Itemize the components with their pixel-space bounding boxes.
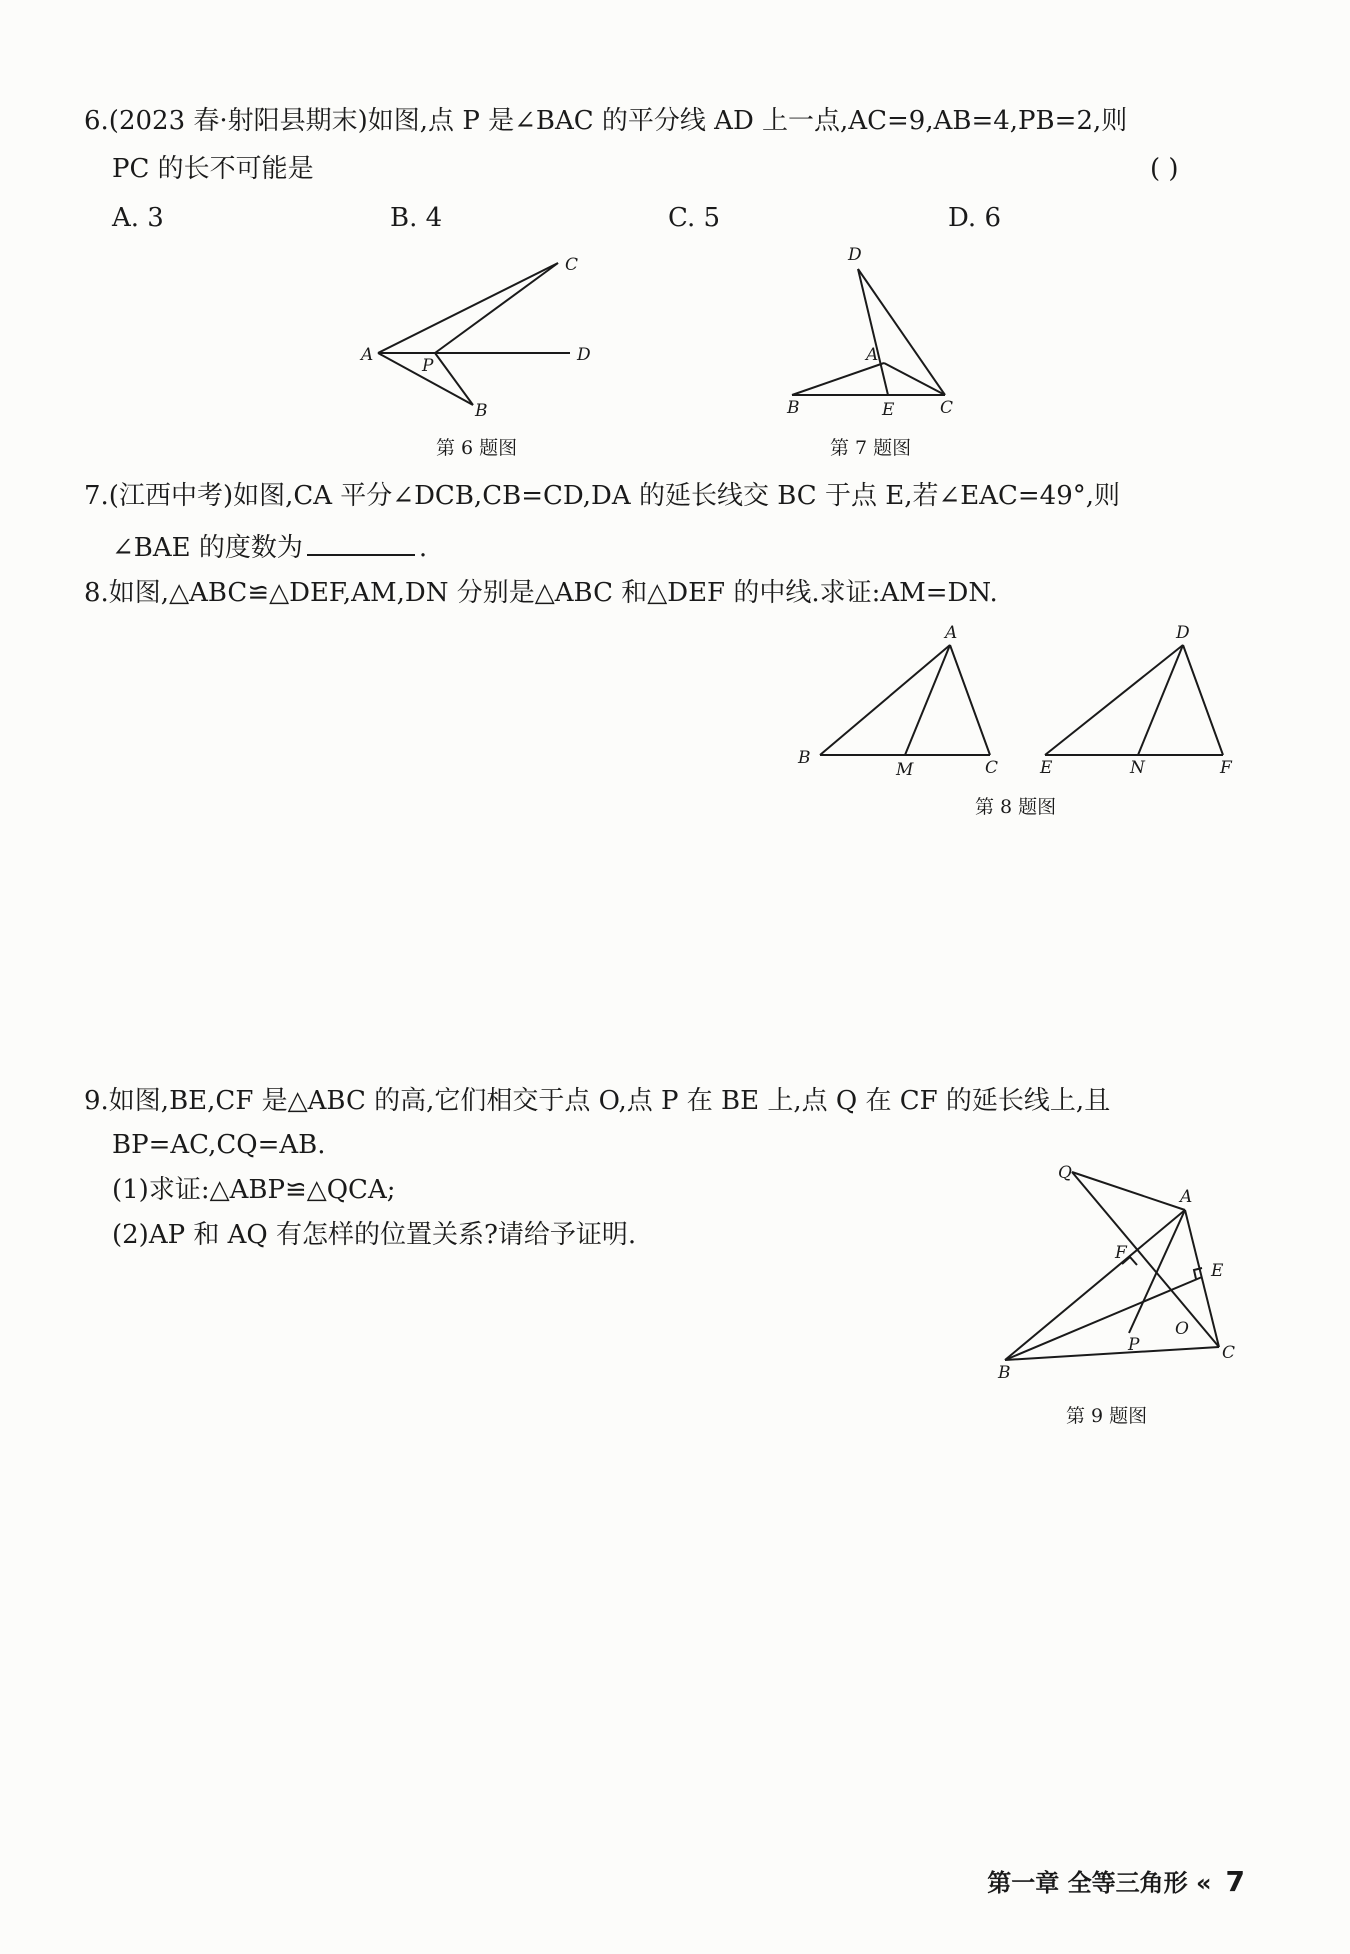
q7-label-b: B — [787, 398, 800, 418]
q7-label-a: A — [866, 345, 879, 365]
q8-label-m: M — [896, 760, 914, 780]
q7-stem-line1: 7.(江西中考)如图,CA 平分∠DCB,CB=CD,DA 的延长线交 BC 于点 E,若∠EAC=49°,则 — [84, 481, 1121, 511]
q7-caption: 第 7 题图 — [830, 437, 912, 459]
q6-choice-c: C. 5 — [668, 203, 721, 233]
q9-label-f: F — [1115, 1243, 1127, 1263]
q9-part2: (2)AP 和 AQ 有怎样的位置关系?请给予证明. — [112, 1220, 637, 1250]
q9-label-o: O — [1175, 1319, 1189, 1339]
q6-figure — [355, 250, 615, 425]
q6-stem-line1: 6.(2023 春·射阳县期末)如图,点 P 是∠BAC 的平分线 AD 上一点,AC=9,AB=4,PB=2,则 — [84, 106, 1128, 136]
q7-label-e: E — [882, 400, 895, 420]
q8-label-b: B — [798, 748, 811, 768]
q9-label-b: B — [998, 1363, 1011, 1383]
q8-caption: 第 8 题图 — [975, 796, 1057, 818]
page-number: 7 — [1225, 1865, 1245, 1898]
q9-label-q: Q — [1058, 1163, 1072, 1183]
q9-label-c: C — [1222, 1343, 1236, 1363]
q9-stem-line2: BP=AC,CQ=AB. — [112, 1130, 326, 1160]
q6-choice-b: B. 4 — [390, 203, 443, 233]
q6-choice-a: A. 3 — [112, 203, 164, 233]
q6-label-b: B — [475, 401, 488, 421]
q8-label-f: F — [1220, 758, 1232, 778]
q9-stem-line1: 9.如图,BE,CF 是△ABC 的高,它们相交于点 O,点 P 在 BE 上,点 Q 在 CF 的延长线上,且 — [84, 1086, 1111, 1116]
q8-label-c: C — [985, 758, 999, 778]
q6-label-d: D — [577, 345, 591, 365]
q8-label-e: E — [1040, 758, 1053, 778]
q8-label-a: A — [945, 623, 958, 643]
q8-label-d: D — [1176, 623, 1190, 643]
q7-answer-blank — [307, 528, 415, 556]
q9-label-e: E — [1211, 1261, 1224, 1281]
page-footer — [987, 1864, 1245, 1901]
q7-stem-prefix: ∠BAE 的度数为 — [112, 533, 303, 563]
q6-choice-d: D. 6 — [948, 203, 1001, 233]
q7-figure — [780, 245, 980, 425]
q9-part1: (1)求证:△ABP≌△QCA; — [112, 1175, 396, 1205]
q7-stem-suffix: . — [418, 533, 428, 563]
q9-label-a: A — [1180, 1187, 1193, 1207]
q6-label-p: P — [422, 356, 434, 376]
q6-label-a: A — [361, 345, 374, 365]
q6-answer-paren: ( ) — [1150, 154, 1179, 184]
q8-label-n: N — [1130, 758, 1145, 778]
q8-stem-line1: 8.如图,△ABC≌△DEF,AM,DN 分别是△ABC 和△DEF 的中线.求证:AM=DN. — [84, 578, 998, 608]
q8-figure — [790, 620, 1245, 780]
chapter-title: 第一章 全等三角形 « — [987, 1869, 1212, 1897]
q9-caption: 第 9 题图 — [1066, 1405, 1148, 1427]
q7-stem-line2 — [112, 528, 427, 566]
q7-label-c: C — [940, 398, 954, 418]
q9-figure — [985, 1150, 1245, 1390]
q6-stem-line2: PC 的长不可能是 — [112, 154, 314, 184]
q7-label-d: D — [848, 245, 862, 265]
q6-label-c: C — [565, 255, 579, 275]
q9-label-p: P — [1128, 1335, 1140, 1355]
q6-caption: 第 6 题图 — [436, 437, 518, 459]
